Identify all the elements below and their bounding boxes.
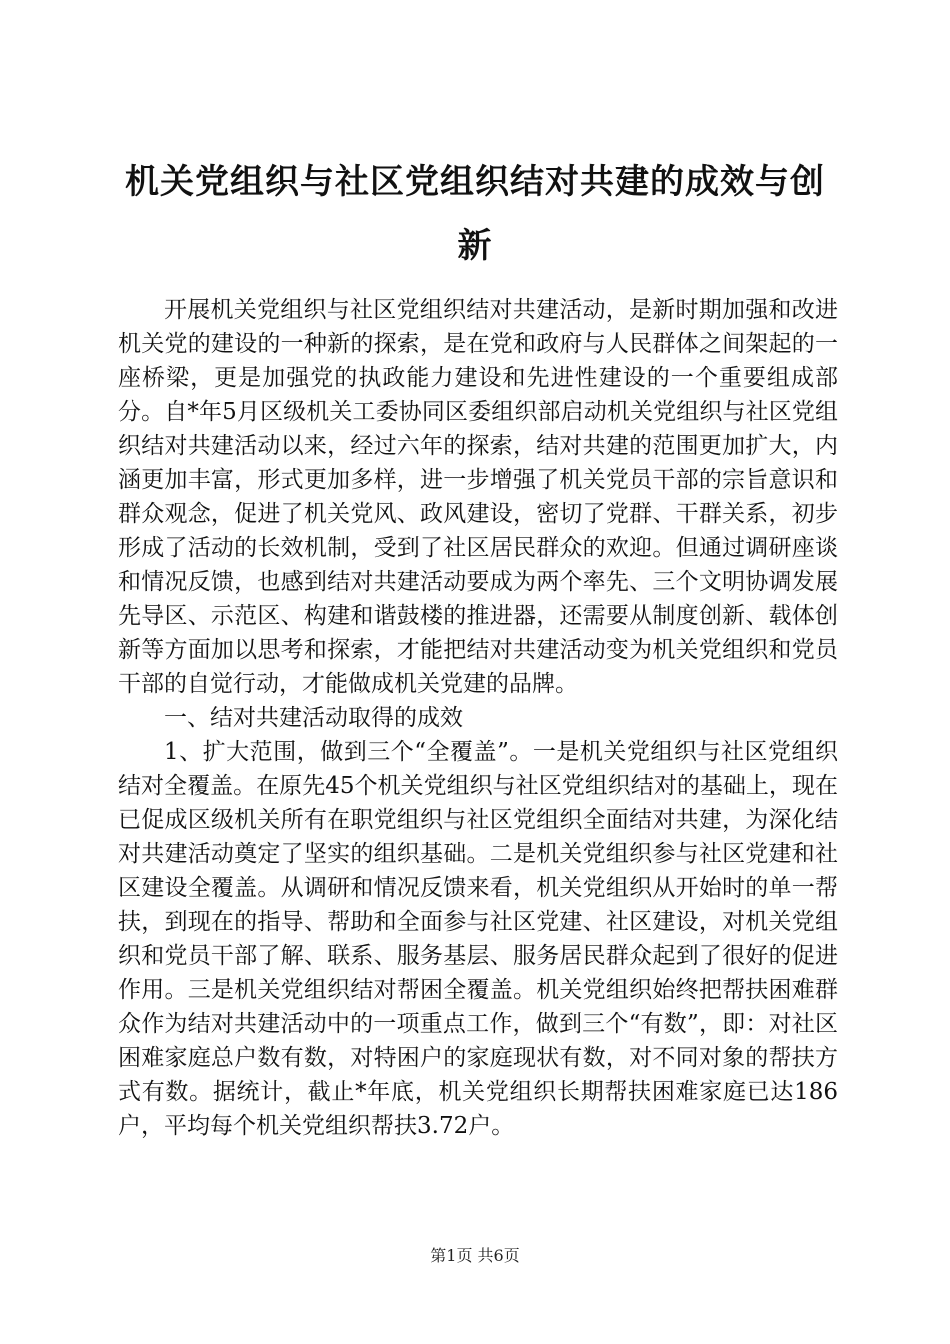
document-title: 机关党组织与社区党组织结对共建的成效与创新 [125,162,825,266]
intro-paragraph: 开展机关党组织与社区党组织结对共建活动，是新时期加强和改进机关党的建设的一种新的探索，是在党和政府与人民群体之间架起的一座桥梁，更是加强党的执政能力建设和先进性建设的一个重要组成部分。自*年5月区级机关工委协同区委组织部启动机关党组织与社区党组织结对共建活动以来，经过六年的探索，结对共建的范围更加扩大，内涵更加丰富，形式更加多样，进一步增强了机关党员干部的宗旨意识和群众观念，促进了机关党风、政风建设，密切了党群、干群关系，初步形成了活动的长效机制，受到了社区居民群众的欢迎。但通过调研座谈和情况反馈，也感到结对共建活动要成为两个率先、三个文明协调发展先导区、示范区、构建和谐鼓楼的推进器，还需要从制度创新、载体创新等方面加以思考和探索，才能把结对共建活动变为机关党组织和党员干部的自觉行动，才能做成机关党建的品牌。 [118,297,838,697]
section-heading: 一、结对共建活动取得的成效 [164,705,463,731]
body-paragraph: 1、扩大范围，做到三个“全覆盖”。一是机关党组织与社区党组织结对全覆盖。在原先45个机关党组织与社区党组织结对的基础上，现在已促成区级机关所有在职党组织与社区党组织全面结对共建，为深化结对共建活动奠定了坚实的组织基础。二是机关党组织参与社区党建和社区建设全覆盖。从调研和情况反馈来看，机关党组织从开始时的单一帮扶，到现在的指导、帮助和全面参与社区党建、社区建设，对机关党组织和党员干部了解、联系、服务基层、服务居民群众起到了很好的促进作用。三是机关党组织结对帮困全覆盖。机关党组织始终把帮扶困难群众作为结对共建活动中的一项重点工作，做到三个“有数”，即：对社区困难家庭总户数有数，对特困户的家庭现状有数，对不同对象的帮扶方式有数。据统计，截止*年底，机关党组织长期帮扶困难家庭已达186户，平均每个机关党组织帮扶3.72户。 [118,739,838,1139]
page-footer: 第1页 共6页 [430,1246,520,1265]
document-body [118,293,838,1143]
